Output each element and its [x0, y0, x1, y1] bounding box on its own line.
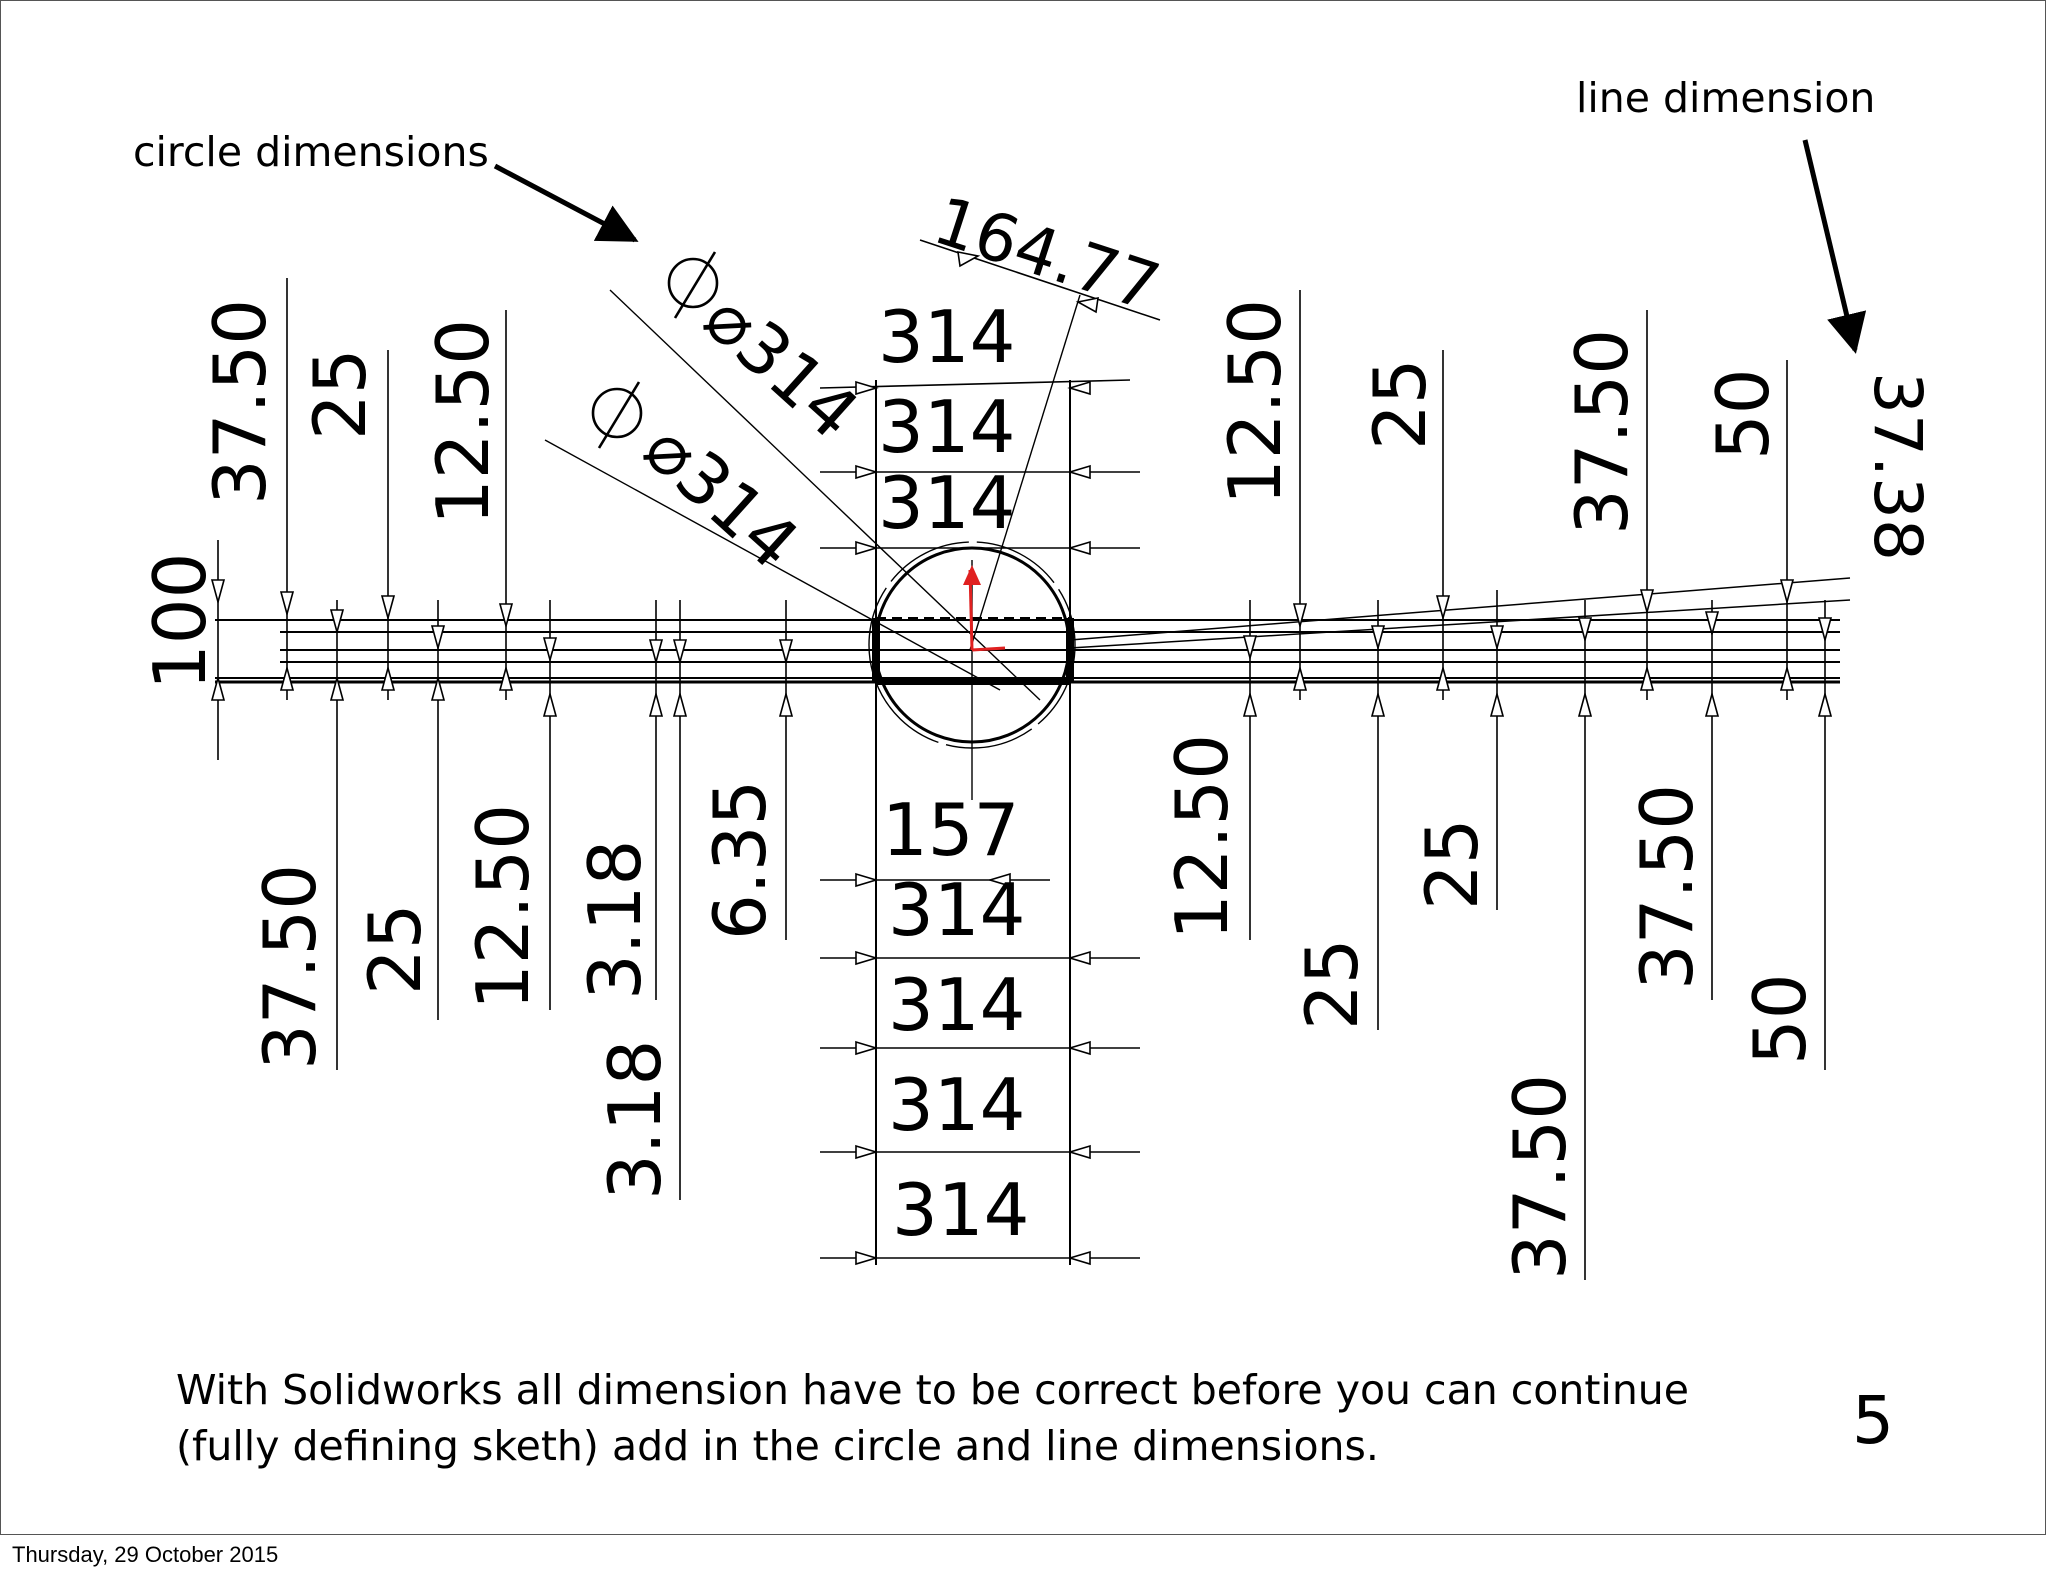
- dim-top-1: 314: [878, 295, 1016, 379]
- caption-line-2: (fully defining sketh) add in the circle and line dimensions.: [176, 1422, 1379, 1470]
- dim-right-upper-3: 37.50: [1560, 328, 1644, 535]
- dim-left-upper-4: 12.50: [421, 318, 505, 525]
- dim-left-lower-5: 3.18: [593, 1039, 677, 1200]
- dimension-arrowheads: [212, 580, 1831, 716]
- dim-left-lower-3: 12.50: [461, 803, 545, 1010]
- dim-left-lower-1: 37.50: [248, 863, 332, 1070]
- dim-left-lower-4: 3.18: [573, 839, 657, 1000]
- dim-bottom-1: 157: [882, 788, 1020, 872]
- line-dimension-label: line dimension: [1576, 74, 1876, 122]
- dim-bottom-3: 314: [888, 963, 1026, 1047]
- page-number: 5: [1852, 1382, 1894, 1459]
- dim-bottom-5: 314: [892, 1168, 1030, 1252]
- callout-arrows: [495, 140, 1855, 350]
- dim-bottom-4: 314: [888, 1063, 1026, 1147]
- dim-top-3: 314: [878, 461, 1016, 545]
- caption-line-1: With Solidworks all dimension have to be correct before you can continue: [176, 1366, 1690, 1414]
- dim-angled-164: 164.77: [925, 181, 1169, 327]
- dim-right-lower-1: 12.50: [1160, 733, 1244, 940]
- horizontal-reference-lines: [215, 578, 1850, 682]
- dim-left-lower-2: 25: [353, 903, 437, 995]
- dim-right-lower-3: 25: [1410, 818, 1494, 910]
- dim-left-upper-3: 25: [298, 348, 382, 440]
- dim-left-upper-1: 100: [138, 552, 222, 690]
- dim-left-upper-2: 37.50: [198, 298, 282, 505]
- dim-left-lower-6: 6.35: [698, 779, 782, 940]
- dimension-texts: [138, 182, 1936, 1280]
- diameter-symbols: [593, 252, 717, 448]
- dim-right-upper-1: 12.50: [1213, 298, 1297, 505]
- dim-right-lower-5: 37.50: [1625, 783, 1709, 990]
- dim-angled-37-38: 37.38: [1859, 372, 1936, 561]
- dim-diameter-1: ⌀314: [688, 276, 875, 456]
- circle-dimensions-label: circle dimensions: [133, 128, 489, 176]
- footer-date: Thursday, 29 October 2015: [12, 1542, 279, 1567]
- dim-bottom-2: 314: [888, 868, 1026, 952]
- dim-right-upper-4: 50: [1701, 368, 1785, 460]
- dim-right-lower-2: 25: [1290, 938, 1374, 1030]
- dim-right-lower-4: 37.50: [1498, 1073, 1582, 1280]
- dim-diameter-2: ⌀314: [628, 406, 815, 586]
- slide-caption: [176, 1362, 1689, 1474]
- dim-top-2: 314: [878, 385, 1016, 469]
- dim-right-lower-6: 50: [1738, 973, 1822, 1065]
- dim-right-upper-2: 25: [1358, 358, 1442, 450]
